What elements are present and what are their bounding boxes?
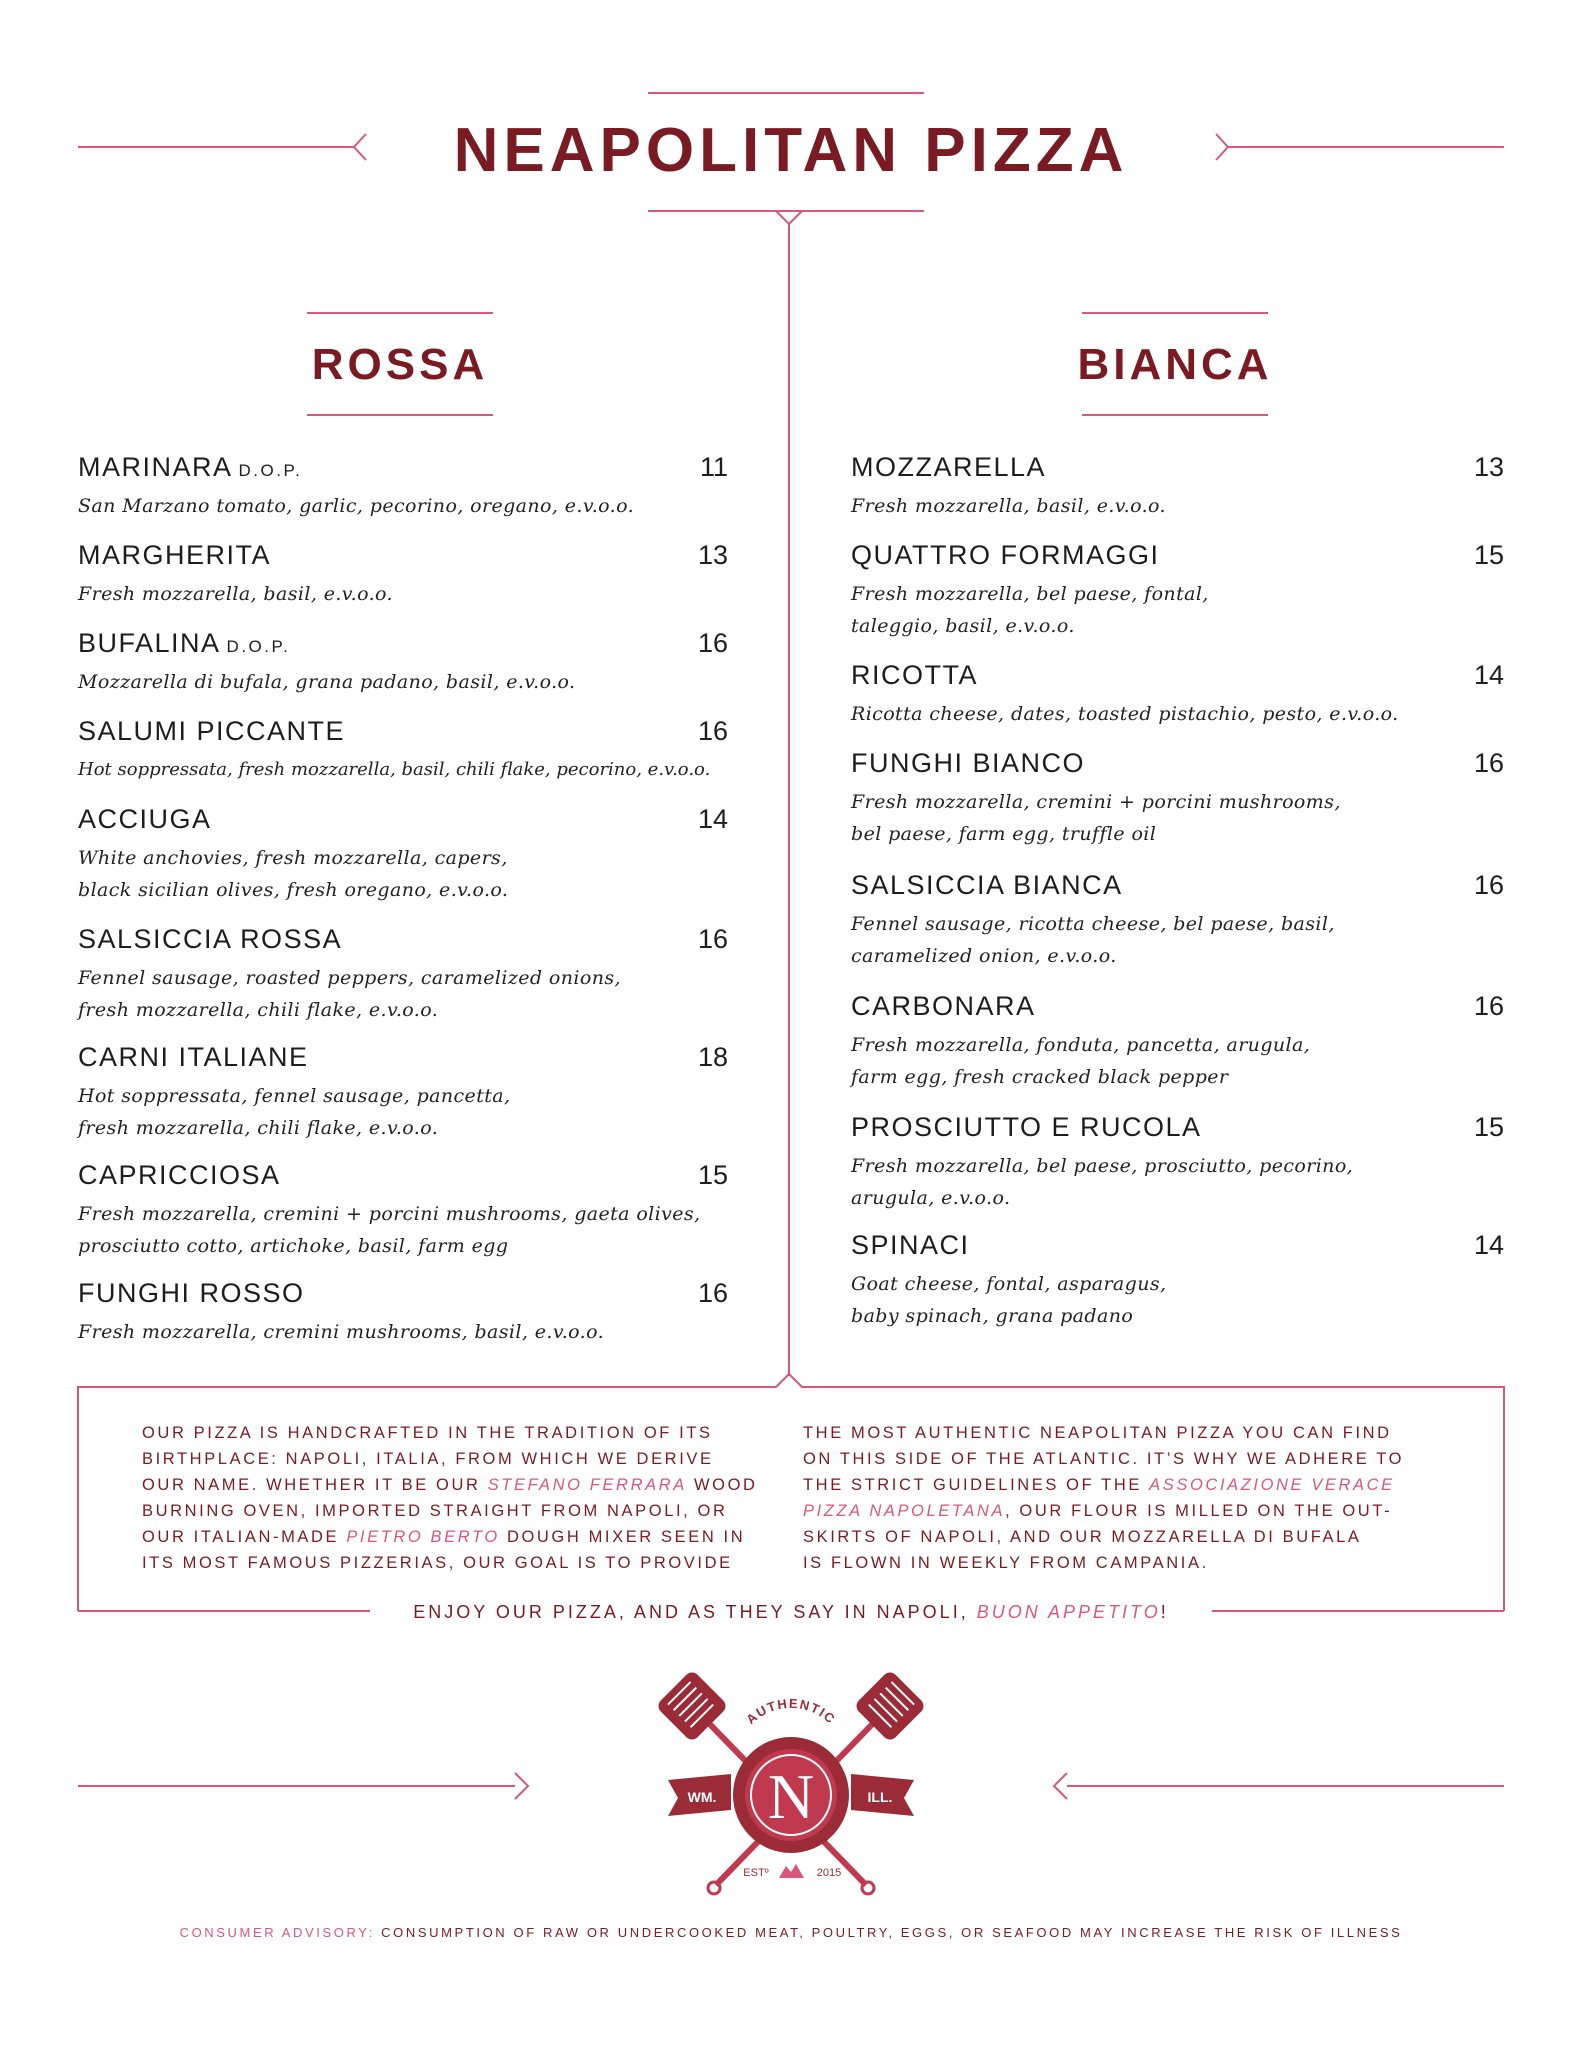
bianca-title: BIANCA: [1077, 340, 1273, 389]
item-name: MARGHERITA: [78, 540, 272, 570]
story-text: SKIRTS OF NAPOLI, AND OUR MOZZARELLA DI BUFALA: [803, 1528, 1362, 1546]
item-price: 15: [697, 1160, 728, 1190]
item-price: 18: [697, 1042, 728, 1072]
item-description: Fresh mozzarella, cremini mushrooms, basil, e.v.o.o.: [78, 1321, 605, 1343]
rossa-title: ROSSA: [311, 340, 489, 389]
item-name: CAPRICCIOSA: [78, 1160, 281, 1190]
enjoy-emphasis: BUON APPETITO: [976, 1602, 1161, 1622]
item-description: Fennel sausage, roasted peppers, caramelized onions, fresh mozzarella, chili flake, e.v.o.o.: [78, 967, 621, 1021]
item-description: Fresh mozzarella, bel paese, prosciutto, pecorino, arugula, e.v.o.o.: [851, 1155, 1354, 1209]
item-price: 16: [697, 716, 728, 746]
item-description: San Marzano tomato, garlic, pecorino, oregano, e.v.o.o.: [78, 495, 635, 517]
item-name: SPINACI: [851, 1230, 970, 1260]
item-name: FUNGHI ROSSO: [78, 1278, 305, 1308]
enjoy-line: [0, 1602, 1582, 1623]
enjoy-text: ENJOY OUR PIZZA, AND AS THEY SAY IN NAPOLI,: [413, 1602, 977, 1622]
item-description: White anchovies, fresh mozzarella, capers, black sicilian olives, fresh oregano, e.v.o.o.: [78, 847, 509, 901]
item-description: Hot soppressata, fresh mozzarella, basil, chili flake, pecorino, e.v.o.o.: [78, 759, 711, 780]
logo-arc-text: AUTHENTIC: [743, 1695, 839, 1727]
item-description: Fresh mozzarella, cremini + porcini mushrooms, gaeta olives, prosciutto cotto, artichoke, basil, farm egg: [78, 1203, 701, 1257]
svg-text:AUTHENTIC: [743, 1696, 838, 1727]
item-name: CARNI ITALIANE: [78, 1042, 309, 1072]
item-description: Goat cheese, fontal, asparagus, baby spinach, grana padano: [851, 1273, 1167, 1327]
center-divider: [788, 224, 790, 1376]
item-tag: D.O.P.: [238, 461, 303, 480]
item-name: SALSICCIA BIANCA: [851, 870, 1123, 900]
item-price: 16: [697, 1278, 728, 1308]
item-description: Fresh mozzarella, cremini + porcini mushrooms, bel paese, farm egg, truffle oil: [851, 791, 1341, 845]
rossa-bottom-rule: [307, 414, 493, 416]
logo-est: ESTº: [743, 1867, 769, 1879]
item-name: FUNGHI BIANCO: [851, 748, 1086, 778]
item-price: 11: [699, 452, 728, 482]
story-emphasis: STEFANO FERRARA: [487, 1476, 687, 1494]
item-price: 13: [1473, 452, 1504, 482]
story-text: IS FLOWN IN WEEKLY FROM CAMPANIA.: [803, 1554, 1209, 1572]
bianca-top-rule: [1082, 312, 1268, 314]
logo-year: 2015: [816, 1867, 842, 1879]
story-text: THE MOST AUTHENTIC NEAPOLITAN PIZZA YOU CAN FIND: [803, 1424, 1392, 1442]
item-price: 14: [1473, 1230, 1504, 1260]
advisory-text: CONSUMPTION OF RAW OR UNDERCOOKED MEAT, POULTRY, EGGS, OR SEAFOOD MAY INCREASE THE RISK OF ILLNESS: [374, 1925, 1403, 1940]
story-text: WOOD: [686, 1476, 758, 1494]
item-name: QUATTRO FORMAGGI: [851, 540, 1160, 570]
logo-letter: N: [767, 1761, 815, 1832]
item-price: 14: [697, 804, 728, 834]
story-text: THE STRICT GUIDELINES OF THE: [803, 1476, 1150, 1494]
item-name: CARBONARA: [851, 991, 1036, 1021]
story-emphasis: ASSOCIAZIONE VERACE: [1149, 1476, 1395, 1494]
story-text: BURNING OVEN, IMPORTED STRAIGHT FROM NAPOLI, OR: [142, 1502, 728, 1520]
item-name: PROSCIUTTO E RUCOLA: [851, 1112, 1202, 1142]
item-name: SALUMI PICCANTE: [78, 716, 346, 746]
item-description: Fresh mozzarella, basil, e.v.o.o.: [78, 583, 393, 605]
story-text: OUR PIZZA IS HANDCRAFTED IN THE TRADITION OF ITS: [142, 1424, 713, 1442]
story-text: OUR ITALIAN-MADE: [142, 1528, 347, 1546]
item-name: MOZZARELLA: [851, 452, 1047, 482]
item-name: SALSICCIA ROSSA: [78, 924, 343, 954]
advisory-label: CONSUMER ADVISORY:: [179, 1925, 375, 1940]
story-text: ITS MOST FAMOUS PIZZERIAS, OUR GOAL IS TO PROVIDE: [142, 1554, 733, 1572]
item-price: 16: [1473, 748, 1504, 778]
bianca-bottom-rule: [1082, 414, 1268, 416]
item-price: 16: [697, 924, 728, 954]
item-description: Mozzarella di bufala, grana padano, basil, e.v.o.o.: [78, 671, 576, 693]
story-emphasis: PIETRO BERTO: [346, 1528, 500, 1546]
story-text: , OUR FLOUR IS MILLED ON THE OUT-: [1005, 1502, 1393, 1520]
story-text: ON THIS SIDE OF THE ATLANTIC. IT’S WHY WE ADHERE TO: [803, 1450, 1405, 1468]
vesuvius-icon: [779, 1864, 804, 1878]
item-price: 16: [1473, 870, 1504, 900]
page-title: NEAPOLITAN PIZZA: [453, 116, 1129, 185]
story-text-left: [142, 1420, 758, 1576]
item-price: 14: [1473, 660, 1504, 690]
item-name: MARINARA: [78, 452, 233, 482]
item-name: BUFALINA: [78, 628, 221, 658]
item-description: Fennel sausage, ricotta cheese, bel paese, basil, caramelized onion, e.v.o.o.: [851, 913, 1335, 967]
story-text: BIRTHPLACE: NAPOLI, ITALIA, FROM WHICH WE DERIVE: [142, 1450, 714, 1468]
item-name: ACCIUGA: [78, 804, 212, 834]
item-price: 16: [697, 628, 728, 658]
authentic-pizza-logo: [636, 1660, 946, 1900]
enjoy-suffix: !: [1160, 1602, 1169, 1622]
story-text: DOUGH MIXER SEEN IN: [499, 1528, 746, 1546]
consumer-advisory: [0, 1925, 1582, 1940]
story-text-right: [803, 1420, 1404, 1576]
item-description: Fresh mozzarella, basil, e.v.o.o.: [851, 495, 1166, 517]
logo-banner-left: WM.: [687, 1789, 717, 1805]
item-price: 15: [1473, 1112, 1504, 1142]
story-text: OUR NAME. WHETHER IT BE OUR: [142, 1476, 488, 1494]
rossa-top-rule: [307, 312, 493, 314]
item-description: Ricotta cheese, dates, toasted pistachio, pesto, e.v.o.o.: [851, 703, 1399, 725]
item-description: Fresh mozzarella, bel paese, fontal, taleggio, basil, e.v.o.o.: [851, 583, 1209, 637]
logo-banner-right: ILL.: [867, 1789, 893, 1805]
item-description: Hot soppressata, fennel sausage, pancetta, fresh mozzarella, chili flake, e.v.o.o.: [78, 1085, 511, 1139]
item-price: 13: [697, 540, 728, 570]
item-description: Fresh mozzarella, fonduta, pancetta, arugula, farm egg, fresh cracked black pepper: [851, 1034, 1311, 1088]
item-price: 15: [1473, 540, 1504, 570]
item-price: 16: [1473, 991, 1504, 1021]
item-name: RICOTTA: [851, 660, 978, 690]
story-emphasis: PIZZA NAPOLETANA: [803, 1502, 1006, 1520]
item-tag: D.O.P.: [226, 637, 291, 656]
